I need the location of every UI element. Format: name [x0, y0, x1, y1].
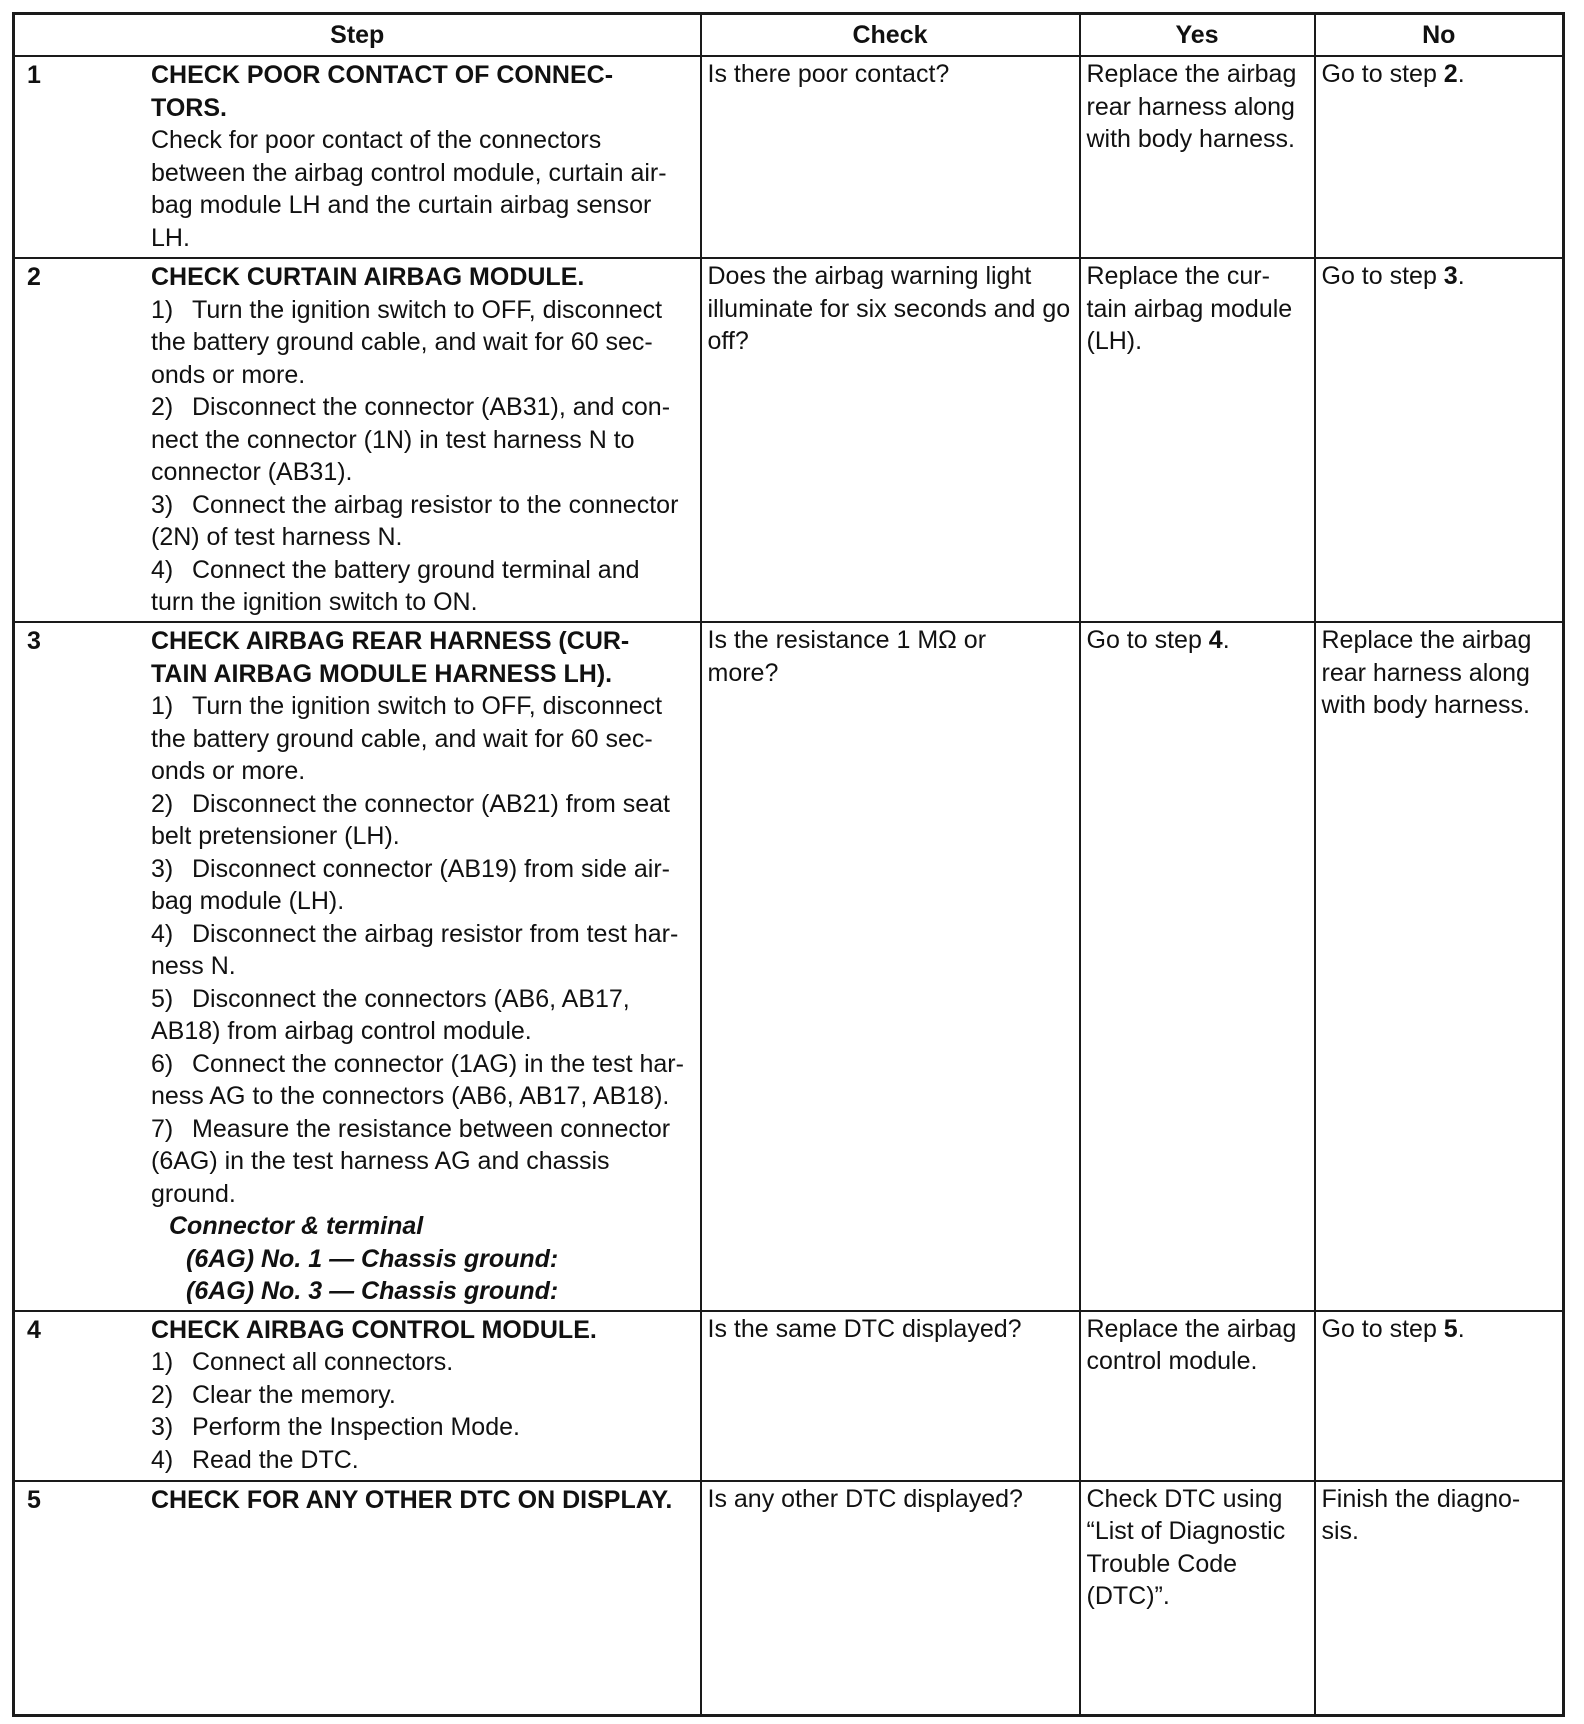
step-text-line: Check for poor contact of the connectors	[151, 126, 602, 154]
substep-line: ground.	[151, 1179, 236, 1208]
check-cell: Is any other DTC displayed?	[701, 1481, 1080, 1716]
no-cell: Finish the diagno- sis.	[1315, 1481, 1564, 1716]
substep-line: connector (AB31).	[151, 458, 353, 486]
step-body	[151, 1314, 691, 1477]
spec-item: (6AG) No. 1 — Chassis ground:	[186, 1244, 559, 1273]
step-number: 3	[27, 627, 41, 655]
yes-cell: Check DTC using “List of Diagnostic Trouble Code (DTC)”.	[1080, 1481, 1315, 1716]
yes-text: Go to step	[1086, 626, 1209, 654]
substep-line: onds or more.	[151, 360, 306, 389]
step-text-line: between the airbag control module, curtain air-	[151, 158, 667, 187]
yes-cell	[1080, 622, 1315, 1311]
header-yes: Yes	[1080, 14, 1315, 57]
step-cell	[14, 1481, 701, 1716]
substep-line: 1) Turn the ignition switch to OFF, disconnect	[151, 295, 663, 324]
substep-line: ness AG to the connectors (AB6, AB17, AB18).	[151, 1082, 670, 1110]
check-cell: Is there poor contact?	[701, 56, 1080, 258]
header-step: Step	[14, 14, 701, 57]
substep-line: 2) Disconnect the connector (AB31), and con-	[151, 393, 671, 421]
substep-line: 3) Disconnect connector (AB19) from side air-	[151, 854, 670, 883]
substep-line: onds or more.	[151, 757, 306, 785]
no-cell	[1315, 1311, 1564, 1481]
substep-line: 1) Turn the ignition switch to OFF, disconnect	[151, 692, 663, 720]
step-title: CHECK AIRBAG CONTROL MODULE.	[151, 1315, 597, 1344]
substep-line: the battery ground cable, and wait for 60 sec-	[151, 724, 653, 753]
check-cell: Is the same DTC displayed?	[701, 1311, 1080, 1481]
substep-line: belt pretensioner (LH).	[151, 822, 400, 850]
substep-line: 4) Connect the battery ground terminal and	[151, 555, 640, 584]
yes-suffix: .	[1222, 626, 1230, 654]
step-cell	[14, 258, 701, 622]
substep-line: ness N.	[151, 952, 236, 980]
table-row	[14, 622, 1564, 1311]
no-suffix: .	[1457, 60, 1465, 88]
no-cell: Replace the airbag rear harness along with body harness.	[1315, 622, 1564, 1311]
no-text: Go to step	[1321, 1314, 1444, 1343]
step-title: CHECK CURTAIN AIRBAG MODULE.	[151, 263, 585, 291]
step-number: 5	[27, 1485, 41, 1514]
step-text-line: LH.	[151, 223, 190, 252]
yes-step-ref: 4	[1208, 626, 1223, 654]
substep-line: (6AG) in the test harness AG and chassis	[151, 1147, 610, 1175]
substep-line: 5) Disconnect the connectors (AB6, AB17,	[151, 984, 630, 1013]
step-title: CHECK FOR ANY OTHER DTC ON DISPLAY.	[151, 1485, 673, 1514]
no-cell	[1315, 56, 1564, 258]
substep-line: 6) Connect the connector (1AG) in the test har-	[151, 1049, 684, 1078]
step-title-line: CHECK AIRBAG REAR HARNESS (CUR-	[151, 627, 630, 655]
header-no: No	[1315, 14, 1564, 57]
substep-line: 4) Read the DTC.	[151, 1445, 359, 1474]
substep-line: 3) Connect the airbag resistor to the connector	[151, 490, 679, 519]
no-text: Go to step	[1321, 60, 1444, 88]
step-number: 1	[27, 61, 41, 89]
yes-cell: Replace the airbag control module.	[1080, 1311, 1315, 1481]
step-title-line: CHECK POOR CONTACT OF CONNEC-	[151, 61, 614, 89]
step-body	[151, 1484, 691, 1517]
substep-line: 3) Perform the Inspection Mode.	[151, 1413, 520, 1441]
substep-line: 7) Measure the resistance between connector	[151, 1114, 671, 1143]
step-title-line: TAIN AIRBAG MODULE HARNESS LH).	[151, 659, 613, 688]
header-check: Check	[701, 14, 1080, 57]
step-number: 2	[27, 263, 41, 291]
step-title-line: TORS.	[151, 93, 227, 122]
no-step-ref: 3	[1443, 262, 1458, 290]
table-row	[14, 56, 1564, 258]
spec-heading: Connector & terminal	[169, 1212, 424, 1240]
step-text-line: bag module LH and the curtain airbag sensor	[151, 191, 652, 219]
substep-line: nect the connector (1N) in test harness N to	[151, 425, 635, 454]
substep-line: the battery ground cable, and wait for 60 sec-	[151, 328, 653, 356]
step-cell	[14, 56, 701, 258]
diagnostic-procedure-table	[12, 12, 1565, 1717]
no-suffix: .	[1457, 1314, 1465, 1343]
substep-line: 1) Connect all connectors.	[151, 1348, 454, 1376]
table-header-row	[14, 14, 1564, 57]
no-text: Go to step	[1321, 262, 1444, 290]
no-cell	[1315, 258, 1564, 622]
substep-line: 2) Clear the memory.	[151, 1380, 396, 1409]
table-row	[14, 1481, 1564, 1716]
no-step-ref: 2	[1443, 60, 1458, 88]
step-cell	[14, 1311, 701, 1481]
check-cell: Is the resistance 1 MΩ or more?	[701, 622, 1080, 1311]
substep-line: 2) Disconnect the connector (AB21) from seat	[151, 789, 671, 818]
check-cell: Does the airbag warning light illuminate for six seconds and go off?	[701, 258, 1080, 622]
step-number: 4	[27, 1315, 41, 1344]
substep-line: turn the ignition switch to ON.	[151, 588, 478, 616]
substep-line: (2N) of test harness N.	[151, 523, 403, 551]
substep-line: 4) Disconnect the airbag resistor from test har-	[151, 919, 679, 948]
substep-line: bag module (LH).	[151, 887, 345, 915]
spec-item: (6AG) No. 3 — Chassis ground:	[186, 1277, 559, 1305]
table-row	[14, 258, 1564, 622]
no-suffix: .	[1457, 262, 1465, 290]
yes-cell: Replace the airbag rear harness along with body harness.	[1080, 56, 1315, 258]
step-body	[151, 625, 691, 1308]
table-row	[14, 1311, 1564, 1481]
step-body	[151, 59, 691, 254]
no-step-ref: 5	[1443, 1314, 1458, 1343]
substep-line: AB18) from airbag control module.	[151, 1017, 532, 1045]
step-cell	[14, 622, 701, 1311]
step-body	[151, 261, 691, 619]
yes-cell: Replace the cur- tain airbag module (LH).	[1080, 258, 1315, 622]
